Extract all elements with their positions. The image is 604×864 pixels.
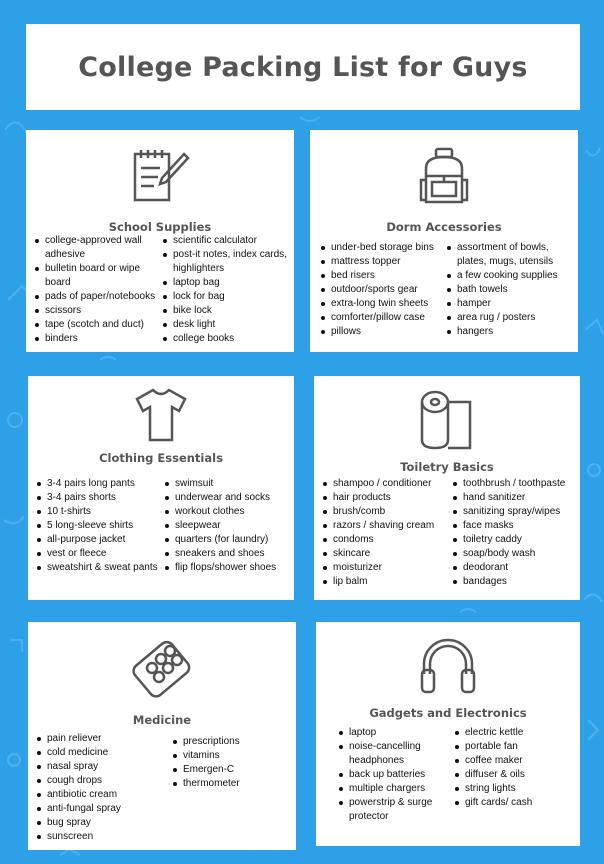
list-item: lock for bag [162,290,292,304]
list-item: thermometer [172,777,292,791]
list-item: quarters (for laundry) [164,533,292,547]
toilet-paper-icon [314,388,580,454]
section-heading: Toiletry Basics [400,460,494,474]
list-item: tape (scotch and duct) [34,318,162,332]
list-item: noise-cancelling headphones [338,740,454,768]
list-item: laptop [338,726,454,740]
card-toiletry-basics [314,376,580,600]
list-item: bed risers [320,269,446,283]
item-list-left [34,234,162,346]
list-item: sweatshirt & sweat pants [36,561,164,575]
item-list-right [454,726,564,824]
item-list-right [162,234,292,346]
list-item: pillows [320,325,446,339]
list-item: college books [162,332,292,346]
list-item: bug spray [36,816,172,830]
list-item: face masks [452,519,578,533]
section-heading: School Supplies [108,220,212,234]
card-school-supplies [26,130,294,352]
list-item: underwear and socks [164,491,292,505]
item-list-left [36,477,164,575]
item-list-left [320,241,446,339]
pill-pack-icon [28,634,296,706]
list-item: under-bed storage bins [320,241,446,255]
list-item: pads of paper/notebooks [34,290,162,304]
list-item: workout clothes [164,505,292,519]
list-item: deodorant [452,561,578,575]
list-item: cold medicine [36,746,172,760]
list-item: anti-fungal spray [36,802,172,816]
list-item: vest or fleece [36,547,164,561]
list-item: 10 t-shirts [36,505,164,519]
list-item: multiple chargers [338,782,454,796]
item-list-left [338,726,454,824]
page-title: College Packing List for Guys [78,51,528,83]
list-item: binders [34,332,162,346]
list-item: lip balm [322,575,452,589]
card-gadgets-electronics [316,622,580,846]
list-item: coffee maker [454,754,564,768]
section-heading: Clothing Essentials [99,451,223,465]
list-item: powerstrip & surge protector [338,796,454,824]
list-item: soap/body wash [452,547,578,561]
item-list-left [36,732,172,844]
list-item: scissors [34,304,162,318]
list-item: skincare [322,547,452,561]
card-medicine [28,622,296,850]
list-item: prescriptions [172,735,292,749]
list-item: shampoo / conditioner [322,477,452,491]
list-item: 3-4 pairs shorts [36,491,164,505]
list-item: 5 long-sleeve shirts [36,519,164,533]
list-item: flip flops/shower shoes [164,561,292,575]
item-list-right [446,241,570,339]
section-heading: Gadgets and Electronics [369,706,527,720]
list-item: toothbrush / toothpaste [452,477,578,491]
section-heading: Dorm Accessories [386,220,502,234]
list-item: comforter/pillow case [320,311,446,325]
list-item: razors / shaving cream [322,519,452,533]
list-item: back up batteries [338,768,454,782]
list-item: mattress topper [320,255,446,269]
list-item: laptop bag [162,276,292,290]
list-item: hand sanitizer [452,491,578,505]
list-item: outdoor/sports gear [320,283,446,297]
list-item: portable fan [454,740,564,754]
list-item: bath towels [446,283,570,297]
list-item: bandages [452,575,578,589]
list-item: vitamins [172,749,292,763]
list-item: sunscreen [36,830,172,844]
list-item: bulletin board or wipe board [34,262,162,290]
title-banner [26,24,580,110]
list-item: string lights [454,782,564,796]
list-item: diffuser & oils [454,768,564,782]
list-item: antibiotic cream [36,788,172,802]
list-item: moisturizer [322,561,452,575]
list-item: 3-4 pairs long pants [36,477,164,491]
notepad-pencil-icon [26,146,294,208]
list-item: post-it notes, index cards, highlighters [162,248,292,276]
list-item: hangers [446,325,570,339]
list-item: hair products [322,491,452,505]
card-dorm-accessories [310,130,578,352]
list-item: sleepwear [164,519,292,533]
list-item: condoms [322,533,452,547]
list-item: college-approved wall adhesive [34,234,162,262]
list-item: Emergen-C [172,763,292,777]
list-item: bike lock [162,304,292,318]
list-item: toiletry caddy [452,533,578,547]
list-item: nasal spray [36,760,172,774]
item-list-right [164,477,292,575]
list-item: sanitizing spray/wipes [452,505,578,519]
list-item: brush/comb [322,505,452,519]
headphones-icon [316,634,580,696]
list-item: all-purpose jacket [36,533,164,547]
backpack-icon [310,146,578,208]
list-item: desk light [162,318,292,332]
list-item: swimsuit [164,477,292,491]
list-item: cough drops [36,774,172,788]
list-item: pain reliever [36,732,172,746]
item-list-right [172,732,292,844]
list-item: gift cards/ cash [454,796,564,810]
tshirt-icon [28,384,294,444]
section-heading: Medicine [132,713,192,727]
item-list-right [452,477,578,589]
list-item: assortment of bowls, plates, mugs, utensils [446,241,570,269]
list-item: hamper [446,297,570,311]
list-item: scientific calculator [162,234,292,248]
list-item: electric kettle [454,726,564,740]
list-item: extra-long twin sheets [320,297,446,311]
list-item: sneakers and shoes [164,547,292,561]
item-list-left [322,477,452,589]
card-clothing-essentials [28,376,294,600]
list-item: a few cooking supplies [446,269,570,283]
list-item: area rug / posters [446,311,570,325]
